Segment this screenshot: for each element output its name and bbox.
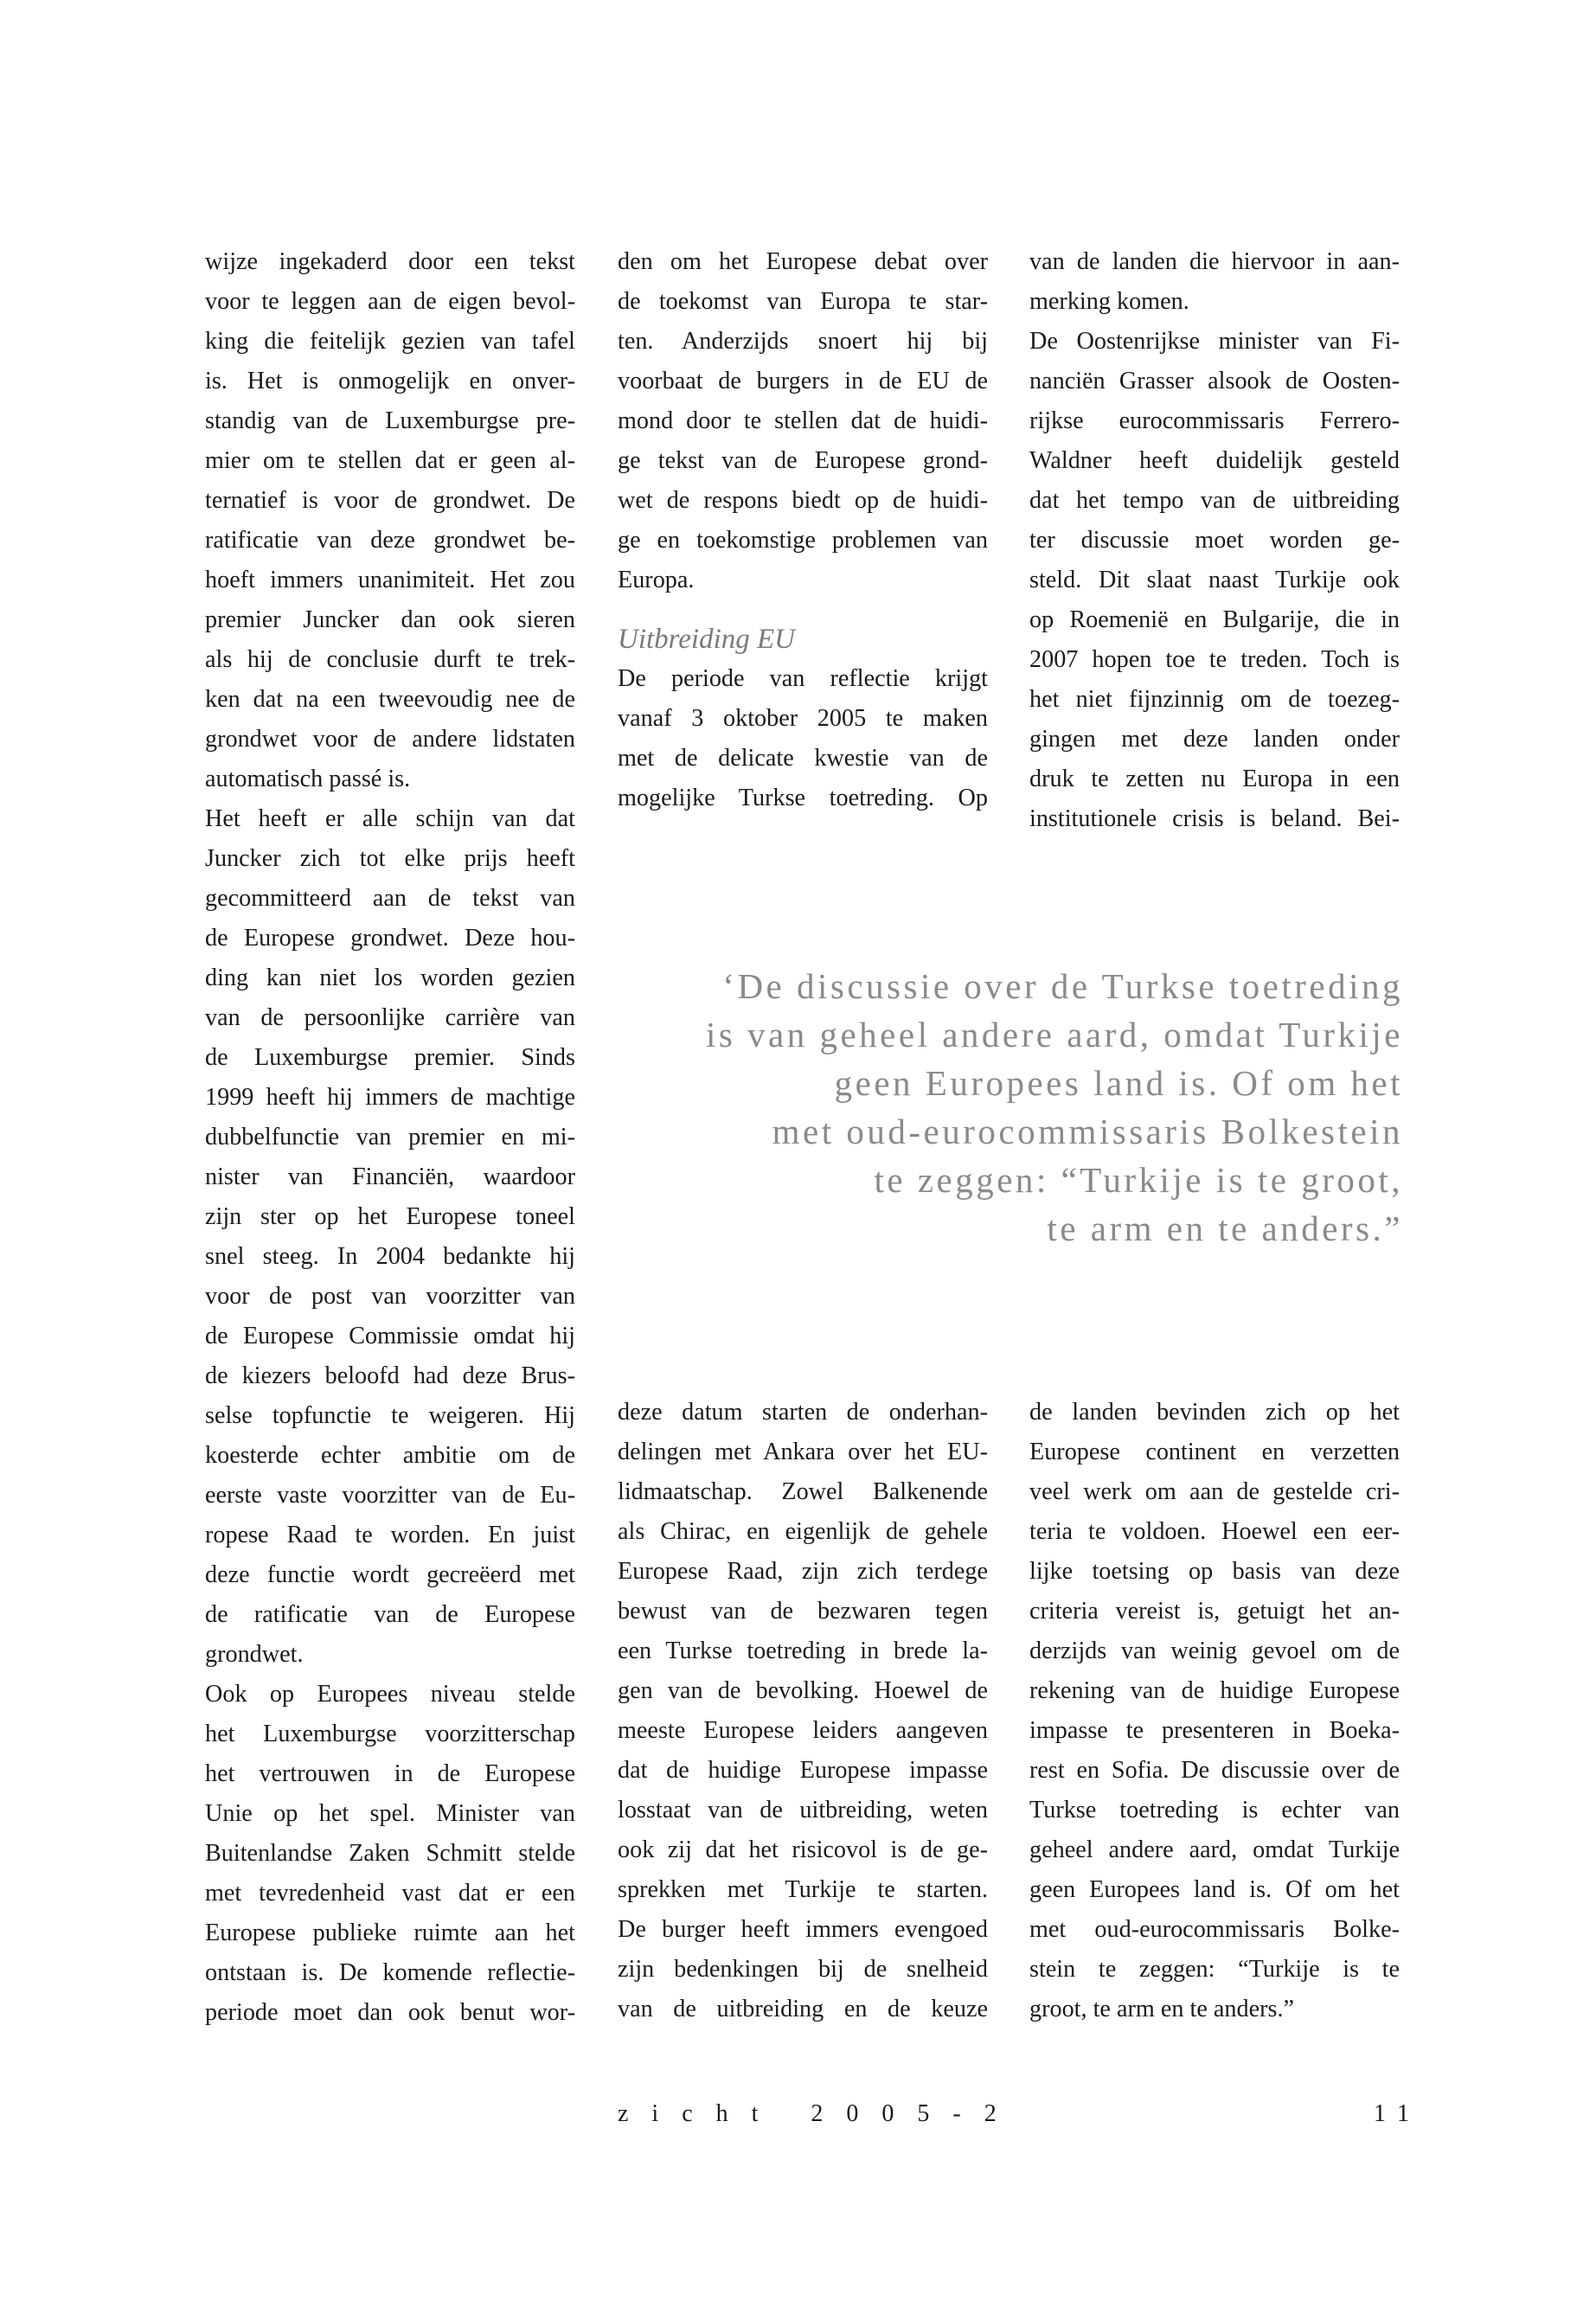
text-line: een Turkse toetreding in brede la- xyxy=(618,1638,988,1664)
text-line: met tevredenheid vast dat er een xyxy=(205,1880,575,1907)
text-line: Juncker zich tot elke prijs heeft xyxy=(205,845,575,872)
text-line: losstaat van de uitbreiding, weten xyxy=(618,1797,988,1823)
text-line: king die feitelijk gezien van tafel xyxy=(205,328,575,355)
text-line: sprekken met Turkije te starten. xyxy=(618,1876,988,1903)
text-line: het vertrouwen in de Europese xyxy=(205,1760,575,1787)
text-line: 1999 heeft hij immers de machtige xyxy=(205,1084,575,1111)
text-line: derzijds van weinig gevoel om de xyxy=(1029,1638,1400,1664)
text-line: Turkse toetreding is echter van xyxy=(1029,1797,1400,1823)
text-line: mier om te stellen dat er geen al- xyxy=(205,447,575,474)
text-line: ter discussie moet worden ge- xyxy=(1029,527,1400,554)
text-line: op Roemenië en Bulgarije, die in xyxy=(1029,606,1400,633)
text-line: rekening van de huidige Europese xyxy=(1029,1677,1400,1704)
text-line: nanciën Grasser alsook de Oosten- xyxy=(1029,368,1400,394)
text-line: nister van Financiën, waardoor xyxy=(205,1163,575,1190)
text-line: mond door te stellen dat de huidi- xyxy=(618,407,988,434)
text-line: als Chirac, en eigenlijk de gehele xyxy=(618,1518,988,1545)
text-column-left xyxy=(205,242,575,2033)
text-line: zijn ster op het Europese toneel xyxy=(205,1203,575,1230)
text-line: Europa. xyxy=(618,567,695,593)
pull-quote-line: ‘De discussie over de Turkse toetreding xyxy=(722,966,1403,1006)
text-line: teria te voldoen. Hoewel een eer- xyxy=(1029,1518,1400,1545)
text-line: 2007 hopen toe te treden. Toch is xyxy=(1029,646,1400,673)
text-column-middle-top xyxy=(618,242,988,818)
text-line: geheel andere aard, omdat Turkije xyxy=(1029,1836,1400,1863)
text-line: snel steeg. In 2004 bedankte hij xyxy=(205,1243,575,1270)
text-line: geen Europees land is. Of om het xyxy=(1029,1876,1400,1903)
text-line: mogelijke Turkse toetreding. Op xyxy=(618,785,988,811)
text-line: gingen met deze landen onder xyxy=(1029,726,1400,753)
text-line: hoeft immers unanimiteit. Het zou xyxy=(205,567,575,593)
text-line: druk te zetten nu Europa in een xyxy=(1029,766,1400,792)
text-line: selse topfunctie te weigeren. Hij xyxy=(205,1402,575,1429)
text-line: De periode van reflectie krijgt xyxy=(618,665,988,692)
text-line: institutionele crisis is beland. Bei- xyxy=(1029,805,1400,832)
text-column-right-bottom xyxy=(1029,1393,1400,2029)
text-line: rest en Sofia. De discussie over de xyxy=(1029,1757,1400,1784)
text-line: Unie op het spel. Minister van xyxy=(205,1800,575,1827)
text-line: De Oostenrijkse minister van Fi- xyxy=(1029,328,1400,355)
text-line: de Luxemburgse premier. Sinds xyxy=(205,1044,575,1071)
text-line: de kiezers beloofd had deze Brus- xyxy=(205,1362,575,1389)
page-number: 11 xyxy=(1374,2100,1421,2127)
text-line: de ratificatie van de Europese xyxy=(205,1601,575,1628)
text-column-middle-bottom xyxy=(618,1393,988,2029)
text-line: deze functie wordt gecreëerd met xyxy=(205,1561,575,1588)
pull-quote-line: met oud-eurocommissaris Bolkestein xyxy=(772,1112,1403,1151)
text-line: veel werk om aan de gestelde cri- xyxy=(1029,1478,1400,1505)
text-line: met oud-eurocommissaris Bolke- xyxy=(1029,1916,1400,1943)
text-line: de toekomst van Europa te star- xyxy=(618,288,988,315)
text-line: van de uitbreiding en de keuze xyxy=(618,1996,988,2022)
text-line: Europese publieke ruimte aan het xyxy=(205,1920,575,1946)
text-line: als hij de conclusie durft te trek- xyxy=(205,646,575,673)
text-line: steld. Dit slaat naast Turkije ook xyxy=(1029,567,1400,593)
text-line: de Europese Commissie omdat hij xyxy=(205,1323,575,1349)
text-line: groot, te arm en te anders.” xyxy=(1029,1996,1295,2022)
text-line: meeste Europese leiders aangeven xyxy=(618,1717,988,1744)
text-line: voor te leggen aan de eigen bevol- xyxy=(205,288,575,315)
text-line: merking komen. xyxy=(1029,288,1189,315)
text-line: ternatief is voor de grondwet. De xyxy=(205,487,575,514)
text-line: dubbelfunctie van premier en mi- xyxy=(205,1124,575,1150)
text-line: dat het tempo van de uitbreiding xyxy=(1029,487,1400,514)
text-line: van de persoonlijke carrière van xyxy=(205,1004,575,1031)
text-line: Ook op Europees niveau stelde xyxy=(205,1681,575,1708)
text-line: voor de post van voorzitter van xyxy=(205,1283,575,1310)
text-line: stein te zeggen: “Turkije is te xyxy=(1029,1956,1400,1983)
text-line: voorbaat de burgers in de EU de xyxy=(618,368,988,394)
text-line: ge tekst van de Europese grond- xyxy=(618,447,988,474)
text-line: automatisch passé is. xyxy=(205,766,411,792)
text-line: ding kan niet los worden gezien xyxy=(205,965,575,991)
pull-quote-line: te zeggen: “Turkije is te groot, xyxy=(874,1160,1403,1200)
text-line: ken dat na een tweevoudig nee de xyxy=(205,686,575,713)
text-line: premier Juncker dan ook sieren xyxy=(205,606,575,633)
text-line: met de delicate kwestie van de xyxy=(618,745,988,772)
text-line: van de landen die hiervoor in aan- xyxy=(1029,248,1400,275)
text-line: ratificatie van deze grondwet be- xyxy=(205,527,575,554)
text-column-right-top xyxy=(1029,242,1400,839)
pull-quote-line: is van geheel andere aard, omdat Turkije xyxy=(705,1015,1403,1054)
text-line: grondwet. xyxy=(205,1641,304,1668)
text-line: vanaf 3 oktober 2005 te maken xyxy=(618,705,988,732)
text-line: den om het Europese debat over xyxy=(618,248,988,275)
text-line: lidmaatschap. Zowel Balkenende xyxy=(618,1478,988,1505)
text-line: het Luxemburgse voorzitterschap xyxy=(205,1721,575,1747)
text-line: gecommitteerd aan de tekst van xyxy=(205,885,575,912)
text-line: de landen bevinden zich op het xyxy=(1029,1399,1400,1426)
text-line: deze datum starten de onderhan- xyxy=(618,1399,988,1426)
text-line: gen van de bevolking. Hoewel de xyxy=(618,1677,988,1704)
text-line: ge en toekomstige problemen van xyxy=(618,527,988,554)
text-line: Europese continent en verzetten xyxy=(1029,1439,1400,1465)
pull-quote-line: te arm en te anders.” xyxy=(1047,1208,1403,1248)
text-line: koesterde echter ambitie om de xyxy=(205,1442,575,1469)
text-line: grondwet voor de andere lidstaten xyxy=(205,726,575,753)
text-line: ook zij dat het risicovol is de ge- xyxy=(618,1836,988,1863)
footer-publication: zicht 2005-2 xyxy=(618,2100,1020,2127)
text-line: standig van de Luxemburgse pre- xyxy=(205,407,575,434)
text-line: Waldner heeft duidelijk gesteld xyxy=(1029,447,1400,474)
text-line: ontstaan is. De komende reflectie- xyxy=(205,1959,575,1986)
text-line: bewust van de bezwaren tegen xyxy=(618,1598,988,1625)
text-line: Europese Raad, zijn zich terdege xyxy=(618,1558,988,1585)
text-line: is. Het is onmogelijk en onver- xyxy=(205,368,575,394)
section-heading: Uitbreiding EU xyxy=(618,624,796,655)
text-line: delingen met Ankara over het EU- xyxy=(618,1439,988,1465)
text-line: wet de respons biedt op de huidi- xyxy=(618,487,988,514)
text-line: periode moet dan ook benut wor- xyxy=(205,1999,575,2026)
text-line: rijkse eurocommissaris Ferrero- xyxy=(1029,407,1400,434)
text-line: lijke toetsing op basis van deze xyxy=(1029,1558,1400,1585)
text-line: de Europese grondwet. Deze hou- xyxy=(205,925,575,952)
text-line: impasse te presenteren in Boeka- xyxy=(1029,1717,1400,1744)
text-line: dat de huidige Europese impasse xyxy=(618,1757,988,1784)
text-line: wijze ingekaderd door een tekst xyxy=(205,248,575,275)
text-line: Buitenlandse Zaken Schmitt stelde xyxy=(205,1840,575,1867)
text-line: Het heeft er alle schijn van dat xyxy=(205,805,575,832)
text-line: criteria vereist is, getuigt het an- xyxy=(1029,1598,1400,1625)
text-line: het niet fijnzinnig om de toezeg- xyxy=(1029,686,1400,713)
text-line: ropese Raad te worden. En juist xyxy=(205,1522,575,1548)
text-line: zijn bedenkingen bij de snelheid xyxy=(618,1956,988,1983)
pull-quote xyxy=(597,962,1403,1253)
text-line: eerste vaste voorzitter van de Eu- xyxy=(205,1482,575,1509)
text-line: ten. Anderzijds snoert hij bij xyxy=(618,328,988,355)
text-line: De burger heeft immers evengoed xyxy=(618,1916,988,1943)
pull-quote-line: geen Europees land is. Of om het xyxy=(834,1063,1403,1103)
